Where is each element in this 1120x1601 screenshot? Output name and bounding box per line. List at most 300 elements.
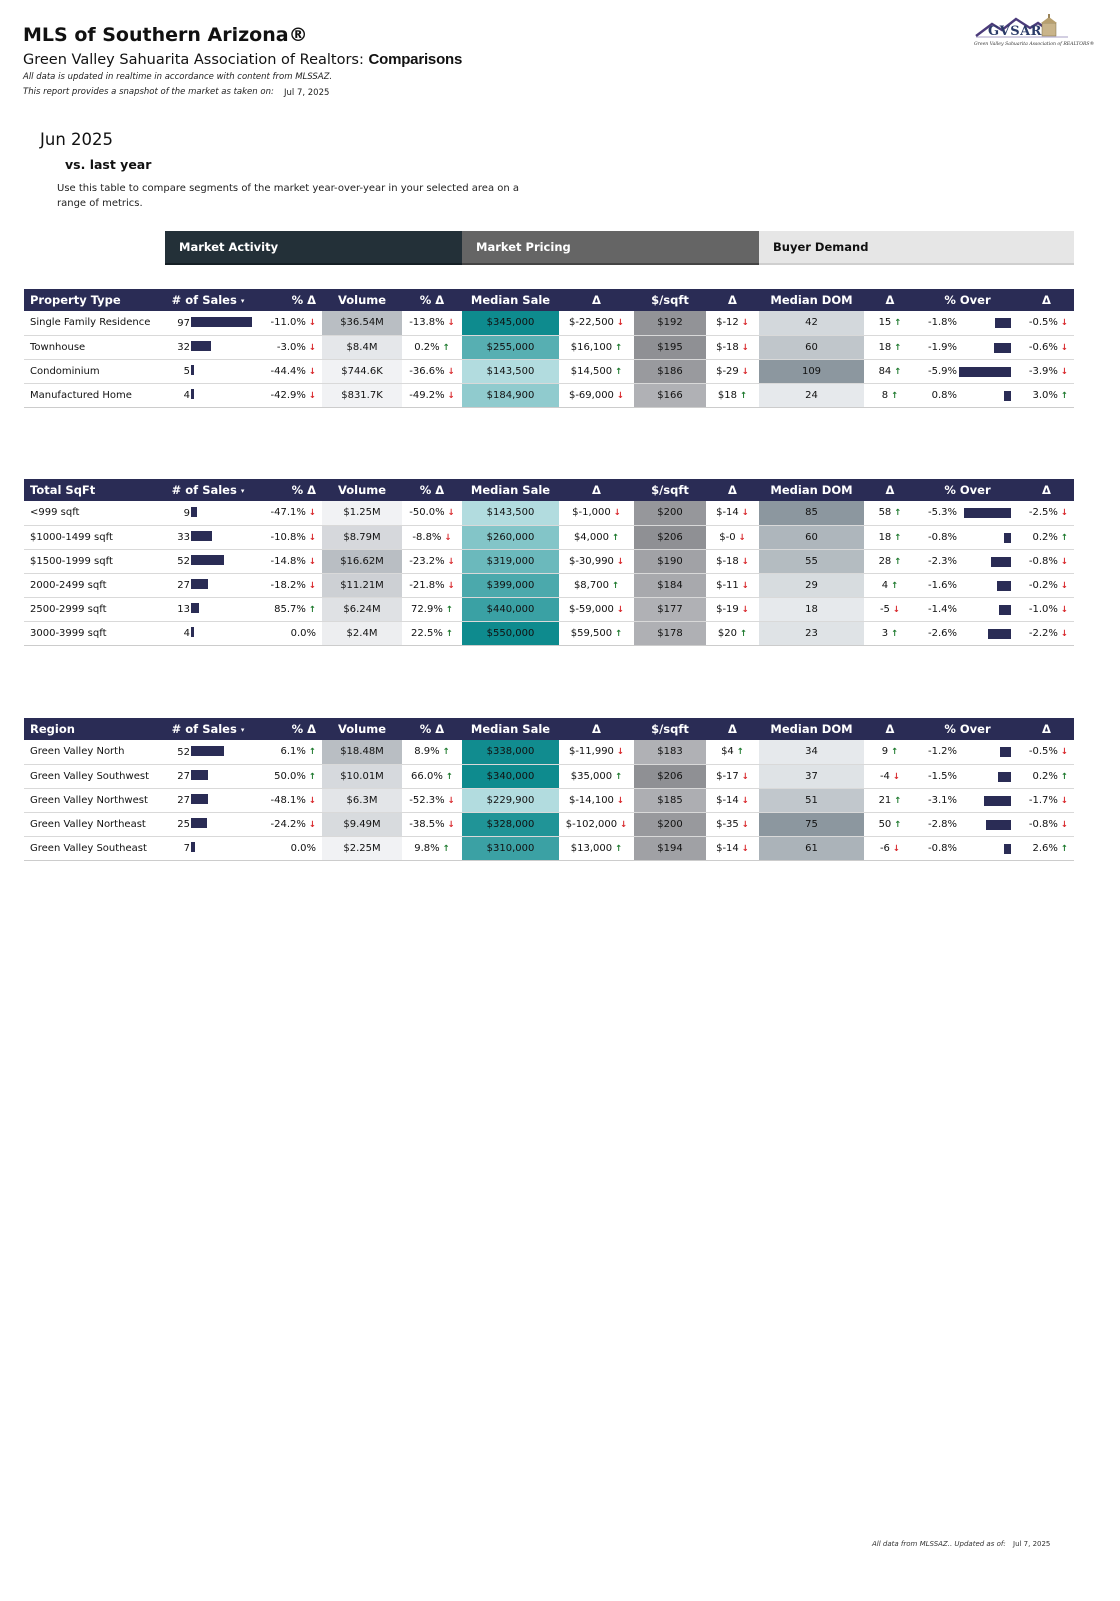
pct-over-bar [995,318,1011,328]
sort-down-icon[interactable]: ▾ [240,297,245,305]
cell-value: $-11,990 [568,746,614,758]
price-per-sqft-header[interactable] [634,289,706,311]
arrow-up-icon: ↑ [1060,771,1068,782]
cell-value: $20 [717,627,737,639]
cell-value: 50.0% [274,770,306,782]
cell-value: $183 [657,746,683,758]
over-delta [1019,359,1074,383]
cell-value: $14,500 [570,365,613,377]
cell-value: 6.1% [280,746,306,758]
median-delta [559,836,634,860]
segment-name [24,525,164,549]
ppsf-delta [706,573,759,597]
arrow-down-icon: ↓ [1060,342,1068,353]
arrow-down-icon: ↓ [308,342,316,353]
sales-pct-delta [252,812,322,836]
arrow-down-icon: ↓ [620,819,628,830]
table-row[interactable] [24,573,1074,597]
cell-value: 8 [881,389,889,401]
pct-over-header[interactable] [916,479,1019,501]
sales-count: 52 [177,746,190,758]
ppsf-delta-header[interactable] [706,289,759,311]
arrow-up-icon: ↑ [308,771,316,782]
arrow-up-icon: ↑ [894,795,902,806]
pct-over-header[interactable] [916,289,1019,311]
median-sale-cell [462,525,559,549]
header-label: Δ [885,293,895,307]
segment-name [24,359,164,383]
over-delta-header[interactable] [1019,718,1074,740]
arrow-up-icon: ↑ [739,390,748,401]
header-label: Δ [728,722,737,736]
table-row[interactable] [24,501,1074,525]
volume-pct-delta [402,740,462,764]
ppsf-delta [706,740,759,764]
ppsf-delta [706,501,759,525]
pct-over-bar [964,508,1011,518]
arrow-up-icon: ↑ [445,604,453,615]
cell-value: -38.5% [409,818,445,830]
arrow-up-icon: ↑ [308,604,316,615]
cell-value: -47.1% [270,507,306,519]
cell-value: $36.54M [340,317,384,329]
cell-value: 37 [805,770,818,782]
metric-tabs [165,231,1074,265]
header-label: % Δ [291,483,316,497]
volume-cell [322,311,402,335]
volume-pct-delta-header[interactable] [402,479,462,501]
cell-value: $-14 [716,794,739,806]
header-label: Δ [885,483,895,497]
median-delta [559,597,634,621]
cell-value: 60 [805,341,818,353]
tab-market-activity[interactable]: Market Activity [165,231,462,265]
median-dom-cell [759,764,864,788]
cell-value: $340,000 [486,770,535,782]
median-delta [559,501,634,525]
sales-bar [191,507,197,517]
cell-value: 28 [878,555,892,567]
dom-delta [864,383,916,407]
volume-pct-delta [402,621,462,645]
arrow-up-icon: ↑ [445,628,453,639]
cell-value: Manufactured Home [30,389,132,401]
median-delta-header[interactable] [559,718,634,740]
median-sale-cell [462,621,559,645]
cell-value: 9.8% [414,842,440,854]
cell-value: $6.24M [343,603,381,615]
ppsf-delta-header[interactable] [706,718,759,740]
logo-caption: Green Valley Sahuarita Association of REALTORS® [974,42,1095,47]
dom-delta [864,359,916,383]
dom-delta-header[interactable] [864,289,916,311]
sales-pct-delta [252,525,322,549]
pct-over-value: -5.3% [927,507,957,518]
median-dom-cell [759,621,864,645]
sales-pct-delta [252,501,322,525]
sales-count: 32 [177,342,190,353]
sales-pct-delta [252,597,322,621]
cell-value: $-18 [716,555,739,567]
arrow-down-icon: ↓ [308,819,316,830]
table-row[interactable] [24,335,1074,359]
arrow-up-icon: ↑ [891,580,899,591]
cell-value: $6.3M [346,794,378,806]
cell-value: -1.7% [1028,794,1058,806]
ppsf-delta [706,788,759,812]
cell-value: -52.3% [409,794,445,806]
arrow-down-icon: ↓ [1060,580,1068,591]
table-row[interactable] [24,525,1074,549]
sales-pct-delta [252,549,322,573]
arrow-up-icon: ↑ [615,771,623,782]
over-delta-header[interactable] [1019,289,1074,311]
cell-value: 109 [801,365,822,377]
volume-pct-delta [402,525,462,549]
cell-value: Green Valley Northeast [30,818,146,830]
volume-pct-delta-header[interactable] [402,289,462,311]
sales-count: 27 [177,580,190,591]
pct-over-cell [916,335,1019,359]
cell-value: $-59,000 [568,603,614,615]
dom-delta-header[interactable] [864,479,916,501]
sales-count: 9 [183,507,190,519]
segment-name [24,764,164,788]
sales-column-header[interactable] [164,289,252,311]
ppsf-cell [634,311,706,335]
sales-cell [164,764,252,788]
median-delta [559,573,634,597]
median-delta-header[interactable] [559,289,634,311]
segment-name [24,335,164,359]
arrow-down-icon: ↓ [444,532,452,543]
cell-value: $-1,000 [572,507,611,519]
pct-over-bar [1004,844,1011,854]
table-row[interactable] [24,359,1074,383]
sales-count: 33 [177,532,190,543]
cell-value: $186 [657,365,683,377]
cell-value: $-35 [716,818,739,830]
sales-column-header[interactable] [164,718,252,740]
arrow-down-icon: ↓ [308,318,316,329]
arrow-down-icon: ↓ [741,556,749,567]
logo-text: GVSAR [988,24,1042,39]
ppsf-delta [706,764,759,788]
volume-cell [322,597,402,621]
cell-value: 85 [805,507,818,519]
dom-delta [864,836,916,860]
cell-value: -50.0% [409,507,445,519]
volume-pct-delta [402,501,462,525]
arrow-up-icon: ↑ [891,390,899,401]
pct-over-cell [916,549,1019,573]
cell-value: $310,000 [486,842,535,854]
sales-pct-delta [252,573,322,597]
ppsf-cell [634,764,706,788]
property-type-table [24,289,1074,408]
segment-name [24,573,164,597]
volume-pct-delta [402,573,462,597]
sales-cell [164,740,252,764]
cell-value: $18.48M [340,746,384,758]
segment-name [24,788,164,812]
arrow-down-icon: ↓ [892,843,901,854]
arrow-up-icon: ↑ [1060,532,1068,543]
table-row[interactable] [24,812,1074,836]
cell-value: $-0 [719,531,736,543]
sales-bar [191,365,194,375]
median-sale-column-header[interactable] [462,718,559,740]
sales-bar [191,531,212,541]
median-sale-cell [462,788,559,812]
region-table [24,718,1074,861]
arrow-down-icon: ↓ [308,795,316,806]
sales-count: 52 [177,556,190,567]
cell-value: 61 [805,842,818,854]
report-subtitle [23,51,462,68]
cell-value: $184 [657,579,683,591]
dom-delta [864,621,916,645]
arrow-down-icon: ↓ [447,819,455,830]
segment-column-header[interactable] [24,718,164,740]
cell-value: $1.25M [343,507,381,519]
arrow-down-icon: ↓ [308,508,316,519]
pct-over-header[interactable] [916,718,1019,740]
arrow-down-icon: ↓ [1060,366,1068,377]
cell-value: $-17 [716,770,739,782]
median-delta [559,311,634,335]
cell-value: $190 [657,555,683,567]
pct-over-value: -1.6% [927,579,957,591]
pct-over-value: -0.8% [927,842,957,854]
median-dom-header[interactable] [759,289,864,311]
cell-value: -23.2% [409,555,445,567]
median-delta [559,740,634,764]
cell-value: $206 [657,531,683,543]
segment-name [24,621,164,645]
median-delta [559,383,634,407]
pct-over-cell [916,311,1019,335]
cell-value: $-19 [716,603,739,615]
pct-over-cell [916,383,1019,407]
dom-delta [864,335,916,359]
header-label: Volume [337,293,387,307]
sales-pct-delta [252,788,322,812]
median-dom-cell [759,836,864,860]
arrow-up-icon: ↑ [1060,843,1068,854]
arrow-down-icon: ↓ [1060,628,1068,639]
table-row[interactable] [24,549,1074,573]
sales-column-header[interactable] [164,479,252,501]
arrow-down-icon: ↓ [741,843,749,854]
header-label: # of Sales [171,293,237,307]
median-delta [559,621,634,645]
segment-column-header[interactable] [24,289,164,311]
segment-column-header[interactable] [24,479,164,501]
sales-cell [164,311,252,335]
cell-value: -2.5% [1028,507,1058,519]
arrow-up-icon: ↑ [442,342,450,353]
header-label: Volume [337,483,387,497]
cell-value: $194 [657,842,683,854]
header-label: % Δ [291,293,316,307]
pct-over-value: 0.8% [931,389,957,401]
arrow-down-icon: ↓ [308,366,316,377]
arrow-up-icon: ↑ [1060,390,1068,401]
cell-value: 50 [878,818,892,830]
sales-bar [191,341,211,351]
sales-cell [164,573,252,597]
pct-over-value: -5.9% [927,365,957,377]
cell-value: 4 [881,579,889,591]
over-delta [1019,740,1074,764]
header-label: % Δ [419,293,445,307]
volume-cell [322,335,402,359]
sales-cell [164,549,252,573]
arrow-down-icon: ↓ [447,318,455,329]
cell-value: $1000-1499 sqft [30,531,113,543]
header-label: Δ [1042,293,1051,307]
arrow-down-icon: ↓ [1060,508,1068,519]
median-sale-column-header[interactable] [462,479,559,501]
cell-value: 18 [878,341,892,353]
sales-count: 4 [183,390,190,401]
cell-value: 85.7% [274,603,306,615]
cell-value: $319,000 [486,555,535,567]
header-label: Median DOM [770,293,853,307]
median-dom-header[interactable] [759,479,864,501]
sales-cell [164,501,252,525]
comparison-label: vs. last year [65,157,152,172]
segment-name [24,812,164,836]
volume-pct-delta [402,812,462,836]
ppsf-delta [706,836,759,860]
sales-pct-delta-header[interactable] [252,289,322,311]
cell-value: Green Valley Southwest [30,770,149,782]
median-delta [559,525,634,549]
volume-cell [322,549,402,573]
period-label: Jun 2025 [40,130,114,149]
cell-value: 24 [805,389,818,401]
median-dom-header[interactable] [759,718,864,740]
arrow-down-icon: ↓ [738,532,746,543]
cell-value: -5 [879,603,890,615]
over-delta [1019,525,1074,549]
sort-down-icon[interactable]: ▾ [240,487,245,495]
price-per-sqft-header[interactable] [634,479,706,501]
sales-pct-delta [252,764,322,788]
ppsf-cell [634,383,706,407]
over-delta [1019,621,1074,645]
arrow-up-icon: ↑ [891,747,899,758]
tab-market-pricing[interactable]: Market Pricing [462,231,759,265]
cell-value: -0.2% [1028,579,1058,591]
cell-value: $200 [657,507,683,519]
pct-over-cell [916,788,1019,812]
arrow-down-icon: ↓ [741,366,749,377]
cell-value: $4,000 [573,531,609,543]
pct-over-cell [916,764,1019,788]
cell-value: $-30,990 [568,555,614,567]
header-label: % Δ [291,722,316,736]
arrow-down-icon: ↓ [308,580,316,591]
cell-value: $-14 [716,507,739,519]
dom-delta [864,812,916,836]
median-delta-header[interactable] [559,479,634,501]
over-delta [1019,812,1074,836]
pct-over-bar [994,343,1011,353]
ppsf-delta-header[interactable] [706,479,759,501]
cell-value: -0.5% [1028,317,1058,329]
sales-bar [191,746,224,756]
table-row[interactable] [24,740,1074,764]
dom-delta-header[interactable] [864,718,916,740]
ppsf-delta [706,359,759,383]
volume-column-header[interactable] [322,479,402,501]
arrow-down-icon: ↓ [741,508,749,519]
dom-delta [864,740,916,764]
table-row[interactable] [24,836,1074,860]
median-delta [559,764,634,788]
table-row[interactable] [24,764,1074,788]
volume-pct-delta-header[interactable] [402,718,462,740]
sort-down-icon[interactable]: ▾ [240,726,245,734]
pct-over-bar [1004,533,1011,543]
sales-pct-delta-header[interactable] [252,479,322,501]
median-sale-cell [462,501,559,525]
cell-value: -24.2% [270,818,306,830]
sales-cell [164,788,252,812]
volume-column-header[interactable] [322,718,402,740]
table-row[interactable] [24,311,1074,335]
sales-cell [164,359,252,383]
sales-pct-delta-header[interactable] [252,718,322,740]
table-row[interactable] [24,788,1074,812]
pct-over-bar [984,796,1011,806]
cell-value: $-69,000 [568,389,614,401]
pct-over-value: -2.3% [927,555,957,567]
over-delta-header[interactable] [1019,479,1074,501]
ppsf-cell [634,597,706,621]
volume-column-header[interactable] [322,289,402,311]
tab-buyer-demand[interactable]: Buyer Demand [759,231,1074,265]
sales-pct-delta [252,383,322,407]
table-row[interactable] [24,597,1074,621]
table-row[interactable] [24,383,1074,407]
cell-value: $-18 [716,341,739,353]
cell-value: 3 [881,627,889,639]
sales-pct-delta [252,621,322,645]
pct-over-value: -2.8% [927,818,957,830]
ppsf-cell [634,812,706,836]
arrow-up-icon: ↑ [442,843,450,854]
header-label: Δ [592,293,601,307]
pct-over-cell [916,836,1019,860]
table-row[interactable] [24,621,1074,645]
subtitle-prefix: Green Valley Sahuarita Association of Realtors: [23,52,369,68]
price-per-sqft-header[interactable] [634,718,706,740]
header-label: Δ [1042,483,1051,497]
median-sale-column-header[interactable] [462,289,559,311]
cell-value: $59,500 [570,627,613,639]
snapshot-note: This report provides a snapshot of the market as taken on: [23,87,274,97]
header-label: $/sqft [651,722,689,736]
cell-value: $18 [717,389,737,401]
ppsf-cell [634,740,706,764]
cell-value: 55 [805,555,818,567]
dom-delta [864,788,916,812]
volume-pct-delta [402,359,462,383]
